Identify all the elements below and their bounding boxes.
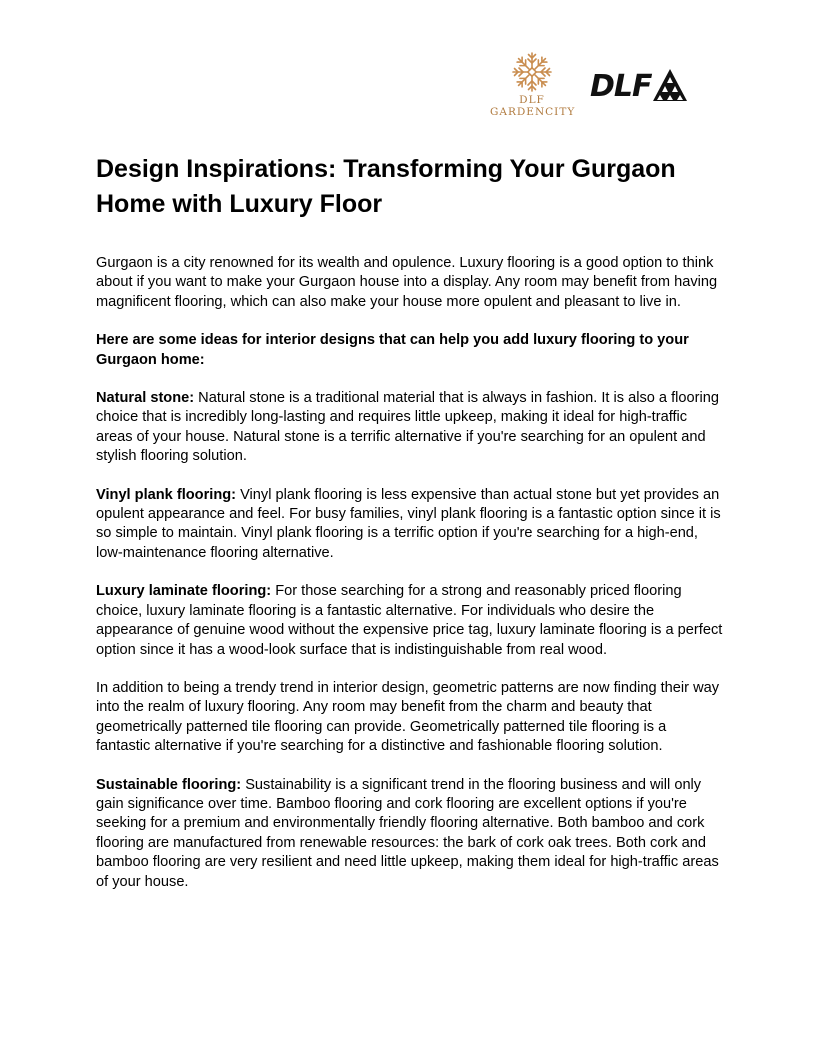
article-title: Design Inspirations: Transforming Your Gurgaon Home with Luxury Floor [96,155,676,218]
dlf-gardencity-logo [490,50,574,118]
gardencity-logo-line2: GARDENCITY [490,106,576,118]
natural-stone-term: Natural stone: [96,390,195,407]
intro-paragraph: Gurgaon is a city renowned for its wealth and opulence. Luxury flooring is a good option to think about if you want to make your Gurgaon house into a display. Any room may benefit from having magnificent flooring, which can also make your house more opulent and pleasant to live in. [96,255,718,310]
dlf-logo-text: DLF [590,69,652,104]
vinyl-plank-paragraph: Vinyl plank flooring: Vinyl plank flooring is less expensive than actual stone but yet provides an opulent appearance and feel. For busy families, vinyl plank flooring is a fantastic option since it is so simple to maintain. Vinyl plank flooring is a terrific option if you're searching for a high-end, low-maintenance flooring alternative. [96,486,721,561]
dlf-triangle-icon [652,68,688,102]
luxury-laminate-term: Luxury laminate flooring: [96,583,272,600]
header-logos [490,50,690,130]
gardencity-logo-line1: DLF [519,94,545,106]
sustainable-flooring-term: Sustainable flooring: [96,776,242,793]
natural-stone-paragraph: Natural stone: Natural stone is a traditional material that is always in fashion. It is also a flooring choice that is incredibly long-lasting and requires little upkeep, making it ideal for high-traffic areas of your house. Natural stone is a terrific alternative if you're searching for an opulent and stylish flooring solution. [96,390,719,465]
geometric-patterns-paragraph: In addition to being a trendy trend in interior design, geometric patterns are now finding their way into the realm of luxury flooring. Any room may benefit from the charm and beauty that geometrically patterned tile flooring can provide. Geometrically patterned tile flooring is a fantastic alternative if you're searching for a distinctive and fashionable flooring solution. [96,679,720,755]
ideas-heading: Here are some ideas for interior designs that can help you add luxury flooring to your Gurgaon home: [96,332,689,368]
luxury-laminate-paragraph: Luxury laminate flooring: For those searching for a strong and reasonably priced flooring choice, luxury laminate flooring is a fantastic alternative. For individuals who desire the appearance of genuine wood without the expensive price tag, luxury laminate flooring is a perfect option since it has a wood-look surface that is indistinguishable from real wood. [96,583,723,658]
dlf-logo [590,68,690,108]
article [96,152,724,911]
snowflake-icon [510,50,554,94]
sustainable-flooring-paragraph: Sustainable flooring: Sustainability is a significant trend in the flooring business and will only gain significance over time. Bamboo flooring and cork flooring are excellent options if you're seeking for a premium and environmentally friendly flooring alternative. Both bamboo and cork flooring are manufactured from renewable resources: the bark of cork oak trees. Both cork and bamboo flooring are very resilient and need little upkeep, making them ideal for high-traffic areas of your house. [96,776,719,890]
vinyl-plank-term: Vinyl plank flooring: [96,486,237,503]
